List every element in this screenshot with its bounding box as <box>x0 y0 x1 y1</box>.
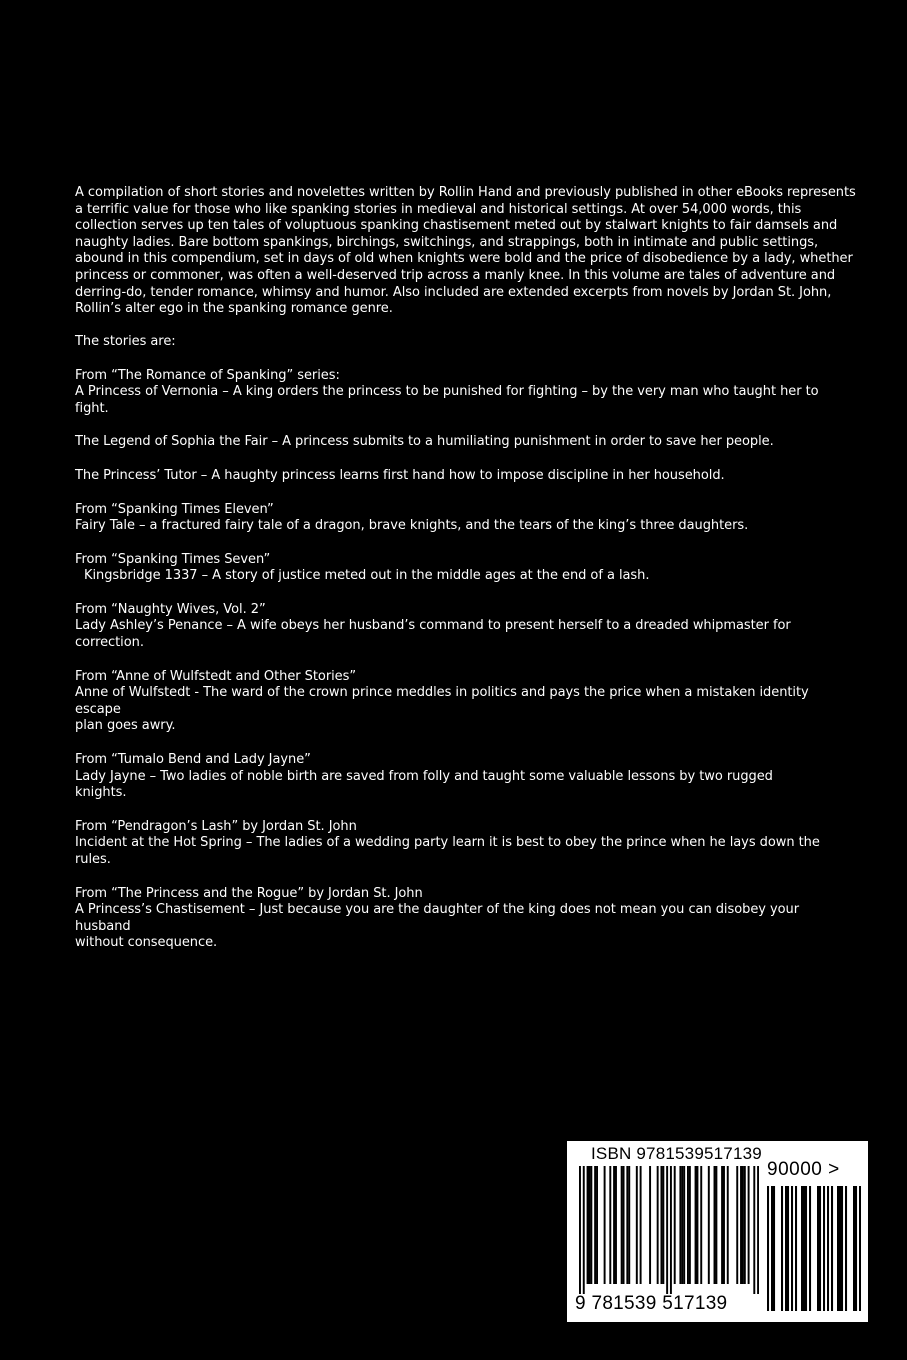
barcode-bar <box>628 1166 630 1284</box>
barcode-bar <box>715 1166 717 1284</box>
intro-line: princess or commoner, was often a well-deserved trip across a manly knee. In this volume are tales of adventure and <box>75 267 836 283</box>
barcode-addon-bar <box>771 1186 773 1311</box>
description-block <box>75 185 856 969</box>
barcode-bar <box>613 1166 615 1284</box>
price-addon-label: 90000 > <box>767 1159 840 1180</box>
barcode-addon-bar <box>803 1186 805 1311</box>
barcode-bar <box>687 1166 689 1284</box>
barcode-bar <box>666 1166 668 1294</box>
barcode-addon-bar <box>785 1186 787 1311</box>
barcode-bar <box>594 1166 596 1284</box>
story-line: without consequence. <box>75 935 218 951</box>
barcode-bar <box>590 1166 592 1284</box>
source-line: From “Spanking Times Eleven” <box>75 501 274 517</box>
story-group-romance-of-spanking <box>75 368 825 418</box>
intro-line: A compilation of short stories and novelettes written by Rollin Hand and previously published in other eBooks represents <box>75 185 856 200</box>
barcode-digits: 9 781539 517139 <box>575 1293 728 1314</box>
story-group-sophia <box>75 434 825 451</box>
barcode-bar <box>621 1166 623 1284</box>
barcode-addon-bar <box>781 1186 783 1311</box>
barcode-addon-bar <box>831 1186 833 1311</box>
intro-paragraph <box>75 185 856 318</box>
intro-line: Rollin’s alter ego in the spanking romance genre. <box>75 301 393 317</box>
intro-line: abound in this compendium, set in days of old when knights were bold and the price of disobedience by a lady, whether <box>75 251 853 267</box>
intro-line: derring-do, tender romance, whimsy and humor. Also included are extended excerpts from novels by Jordan St. John, <box>75 284 832 300</box>
isbn-label: ISBN 9781539517139 <box>591 1144 762 1163</box>
source-line: From “Naughty Wives, Vol. 2” <box>75 601 266 617</box>
story-group-tutor <box>75 468 825 485</box>
barcode-bar <box>679 1166 681 1284</box>
story-line: Anne of Wulfstedt - The ward of the crown prince meddles in politics and pays the price when a mistaken identity escape <box>75 685 809 717</box>
intro-line: naughty ladies. Bare bottom spankings, birchings, switchings, and strappings, both in intimate and public settings, <box>75 234 819 250</box>
barcode-bar <box>727 1166 729 1284</box>
barcode-addon-bar <box>841 1186 843 1311</box>
barcode-bar <box>626 1166 628 1284</box>
barcode-bar <box>587 1166 589 1284</box>
intro-line: collection serves up ten tales of voluptuous spanking chastisement meted out by stalwart knights to fair damsels and <box>75 218 838 234</box>
barcode-bar <box>579 1166 581 1294</box>
barcode-addon-bar <box>787 1186 789 1311</box>
barcode-addon-bar <box>809 1186 811 1311</box>
story-line: The Princess’ Tutor – A haughty princess learns first hand how to impose discipline in her household. <box>75 467 725 483</box>
story-group-naughty-wives <box>75 602 825 652</box>
barcode-bar <box>615 1166 617 1284</box>
barcode-bar <box>736 1166 738 1284</box>
barcode-bar <box>723 1166 725 1284</box>
story-line: Incident at the Hot Spring – The ladies of a wedding party learn it is best to obey the prince when he lays down the rules. <box>75 835 820 867</box>
story-line: Lady Ashley’s Penance – A wife obeys her husband’s command to present herself to a dreaded whipmaster for correction. <box>75 618 791 651</box>
barcode-addon-bar <box>827 1186 829 1311</box>
story-line: Kingsbridge 1337 – A story of justice meted out in the middle ages at the end of a lash. <box>84 568 650 584</box>
barcode-bar <box>753 1166 755 1294</box>
barcode-bar <box>683 1166 685 1284</box>
barcode-bar <box>660 1166 662 1284</box>
barcode-bar <box>674 1166 676 1284</box>
source-line: From “Tumalo Bend and Lady Jayne” <box>75 752 311 768</box>
story-group-pendragon <box>75 819 825 869</box>
barcode-bar <box>740 1166 742 1284</box>
barcode-bar <box>670 1166 672 1294</box>
barcode-bar <box>714 1166 716 1284</box>
barcode-bar <box>649 1166 651 1284</box>
story-line: A Princess’s Chastisement – Just because you are the daughter of the king does not mean you can disobey your husband <box>75 902 800 934</box>
source-line: From “Pendragon’s Lash” by Jordan St. John <box>75 818 357 834</box>
barcode-addon-bar <box>801 1186 803 1311</box>
source-line: From “Anne of Wulfstedt and Other Stories” <box>75 668 357 684</box>
barcode-bar <box>708 1166 710 1284</box>
story-group-princess-rogue <box>75 886 825 952</box>
barcode-addon-bar <box>767 1186 769 1311</box>
barcode-addon-bar <box>823 1186 825 1311</box>
story-line: The Legend of Sophia the Fair – A princess submits to a humiliating punishment in order to save her people. <box>75 434 774 450</box>
barcode-addon-bar <box>839 1186 841 1311</box>
story-group-times-eleven <box>75 502 825 535</box>
barcode-bar <box>636 1166 638 1284</box>
barcode-bar <box>583 1166 585 1294</box>
stories-heading: The stories are: <box>75 334 176 350</box>
story-group-wulfstedt <box>75 669 825 735</box>
barcode-bar <box>640 1166 642 1284</box>
barcode-bars-main <box>579 1166 759 1294</box>
story-line: A Princess of Vernonia – A king orders the princess to be punished for fighting – by the very man who taught her to fight. <box>75 384 819 416</box>
barcode-addon-bar <box>817 1186 819 1311</box>
barcode-bar <box>757 1166 759 1294</box>
barcode-bar <box>744 1166 746 1284</box>
barcode-bar <box>748 1166 750 1284</box>
source-line: From “Spanking Times Seven” <box>75 551 271 567</box>
barcode-bar <box>604 1166 606 1284</box>
barcode-addon-bar <box>805 1186 807 1311</box>
barcode-bar <box>609 1166 611 1284</box>
barcode-bar <box>588 1166 590 1284</box>
barcode-bar <box>695 1166 697 1284</box>
story-line: Lady Jayne – Two ladies of noble birth are saved from folly and taught some valuable lessons by two rugged knights. <box>75 768 773 801</box>
story-group-tumalo-bend <box>75 752 825 802</box>
isbn-barcode <box>567 1141 868 1322</box>
barcode-bar <box>742 1166 744 1284</box>
barcode-addon-bar <box>837 1186 839 1311</box>
barcode-addon-bar <box>845 1186 847 1311</box>
barcode-bar <box>689 1166 691 1284</box>
barcode-bar <box>662 1166 664 1284</box>
story-line: Fairy Tale – a fractured fairy tale of a dragon, brave knights, and the tears of the king’s three daughters. <box>75 518 749 534</box>
barcode-addon-bar <box>795 1186 797 1311</box>
story-group-times-seven <box>75 552 825 585</box>
barcode-bar <box>721 1166 723 1284</box>
barcode-addon-bar <box>855 1186 857 1311</box>
barcode-bar <box>700 1166 702 1284</box>
barcode-bar <box>623 1166 625 1284</box>
source-line: From “The Romance of Spanking” series: <box>75 367 340 383</box>
barcode-bar <box>596 1166 598 1284</box>
barcode-bar <box>696 1166 698 1284</box>
barcode-bar <box>681 1166 683 1284</box>
barcode-addon-bar <box>773 1186 775 1311</box>
intro-line: a terrific value for those who like spanking stories in medieval and historical settings. At over 54,000 words, this <box>75 201 802 217</box>
barcode-addon-bar <box>853 1186 855 1311</box>
barcode-addon-bar <box>791 1186 793 1311</box>
story-line: plan goes awry. <box>75 718 176 734</box>
barcode-addon-bar <box>819 1186 821 1311</box>
barcode-bar <box>657 1166 659 1284</box>
barcode-bars-addon <box>767 1186 861 1311</box>
barcode-addon-bar <box>859 1186 861 1311</box>
source-line: From “The Princess and the Rogue” by Jordan St. John <box>75 885 423 901</box>
